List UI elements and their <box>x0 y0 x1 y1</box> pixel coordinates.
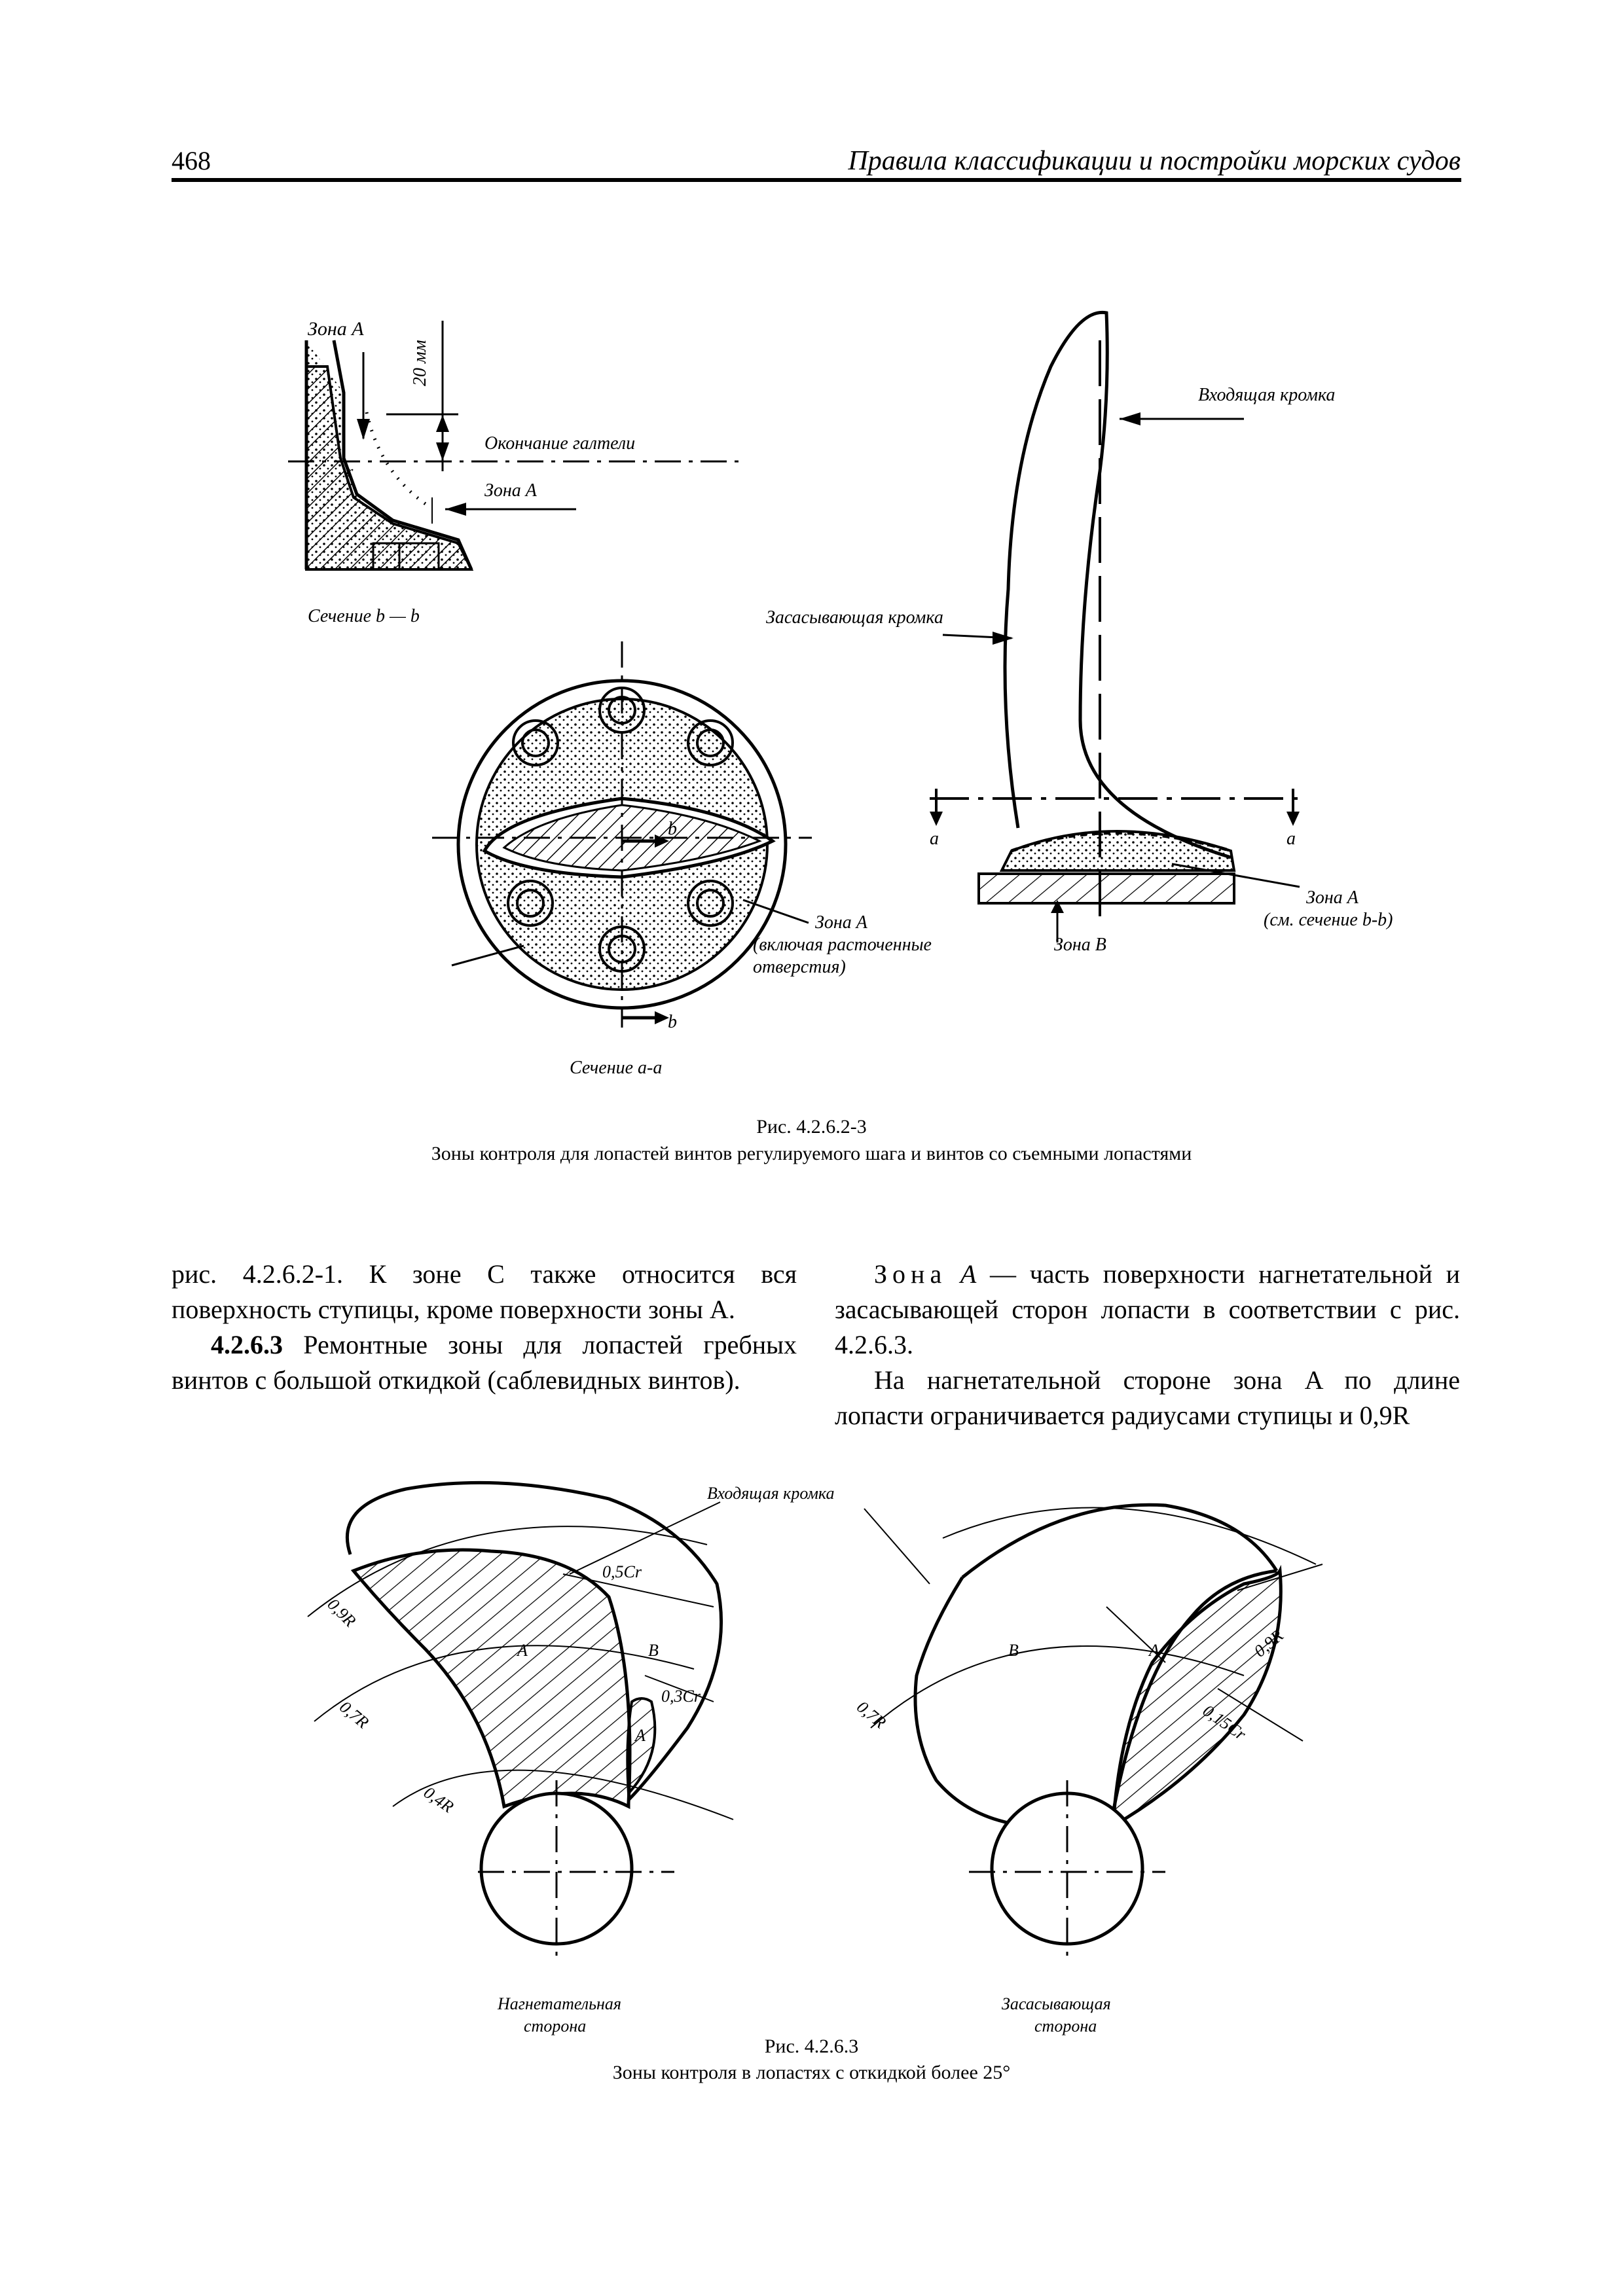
zone-a-label-top: Зона A <box>308 318 364 340</box>
zone-a-definition: — часть поверхности нагнетательной и засасывающей сторон лопасти в соответствии с рис. 4.2.6.3. <box>835 1259 1460 1359</box>
zone-a-ref-label: (см. сечение b-b) <box>1264 910 1393 930</box>
zone-word: Зона <box>874 1259 947 1289</box>
zone-b-left: B <box>648 1641 659 1660</box>
section-aa-b-lower: b <box>668 1012 677 1032</box>
chord-05cr-left: 0,5Cr <box>602 1562 642 1581</box>
leading-edge-label-fig2: Входящая кромка <box>707 1484 835 1503</box>
radius-04r-left: 0,4R <box>420 1782 458 1817</box>
section-aa-b-upper: b <box>668 819 677 839</box>
page-number: 468 <box>172 146 211 175</box>
zone-a-right: A <box>1149 1641 1159 1660</box>
section-aa-caption: Сечение a-a <box>570 1058 663 1078</box>
zone-a-label-mid: Зона A <box>484 480 537 501</box>
zone-a-left: A <box>517 1641 528 1660</box>
zone-a-small-left: A <box>635 1726 646 1745</box>
radius-09r-left: 0,9R <box>323 1594 360 1631</box>
zone-b-label-blade: Зона B <box>1054 935 1106 955</box>
running-title: Правила классификации и постройки морских судов <box>848 146 1461 176</box>
zone-b-right: B <box>1008 1641 1019 1660</box>
suction-side-label-2: сторона <box>1034 2017 1097 2036</box>
section-4263-text: Ремонтные зоны для лопастей гребных винтов с большой откидкой (саблевидных винтов). <box>172 1330 797 1395</box>
zone-letter: A <box>960 1259 977 1289</box>
figure-2-title: Зоны контроля в лопастях с откидкой более 25° <box>612 2062 1011 2083</box>
suction-side-label-1: Засасывающая <box>1002 1994 1111 2013</box>
fillet-end-label: Окончание галтели <box>484 433 636 454</box>
zone-a-label-blade: Зона A <box>1306 888 1359 908</box>
fillet-radius-label: r <box>347 463 354 480</box>
radius-07r-left: 0,7R <box>336 1697 373 1732</box>
pressure-side-label-1: Нагнетательная <box>498 1994 621 2013</box>
figure-2-right-drawing <box>864 1505 1322 1964</box>
right-paragraph-2: На нагнетательной стороне зона A по длине лопасти ограничивается радиусами ступицы и 0,9R <box>835 1365 1460 1430</box>
zone-a-label-aa: Зона A <box>815 912 867 933</box>
figure-2-number: Рис. 4.2.6.3 <box>764 2036 859 2057</box>
left-paragraph-2 <box>172 1327 797 1398</box>
dimension-20mm: 20 мм <box>410 340 430 386</box>
pressure-side-label-2: сторона <box>524 2017 587 2036</box>
trailing-edge-label: Засасывающая кромка <box>766 607 943 628</box>
left-column <box>172 1257 797 1398</box>
left-paragraph-1: рис. 4.2.6.2-1. К зоне C также относится вся поверхность ступицы, кроме поверхности зоны A. <box>172 1259 797 1324</box>
figure-2-left-drawing <box>308 1482 733 1964</box>
figure-1-title: Зоны контроля для лопастей винтов регулируемого шага и винтов со съемными лопастями <box>431 1143 1192 1164</box>
section-number: 4.2.6.3 <box>211 1330 283 1359</box>
zone-a-note-2: отверстия) <box>753 957 846 977</box>
zone-a-note-1: (включая расточенные <box>753 935 932 955</box>
chord-015cr-right: 0,15Cr <box>1199 1700 1250 1744</box>
right-paragraph-1 <box>835 1257 1460 1363</box>
blade-drawing <box>930 312 1303 942</box>
radius-07r-right: 0,7R <box>853 1697 890 1732</box>
chord-03cr-left: 0,3Cr <box>661 1687 701 1706</box>
radius-09r-right: 0,9R <box>1250 1626 1287 1661</box>
section-a-left: a <box>930 829 939 849</box>
section-a-right: a <box>1286 829 1296 849</box>
figure-1-number: Рис. 4.2.6.2-3 <box>756 1116 867 1138</box>
right-column <box>835 1257 1460 1433</box>
leading-edge-label: Входящая кромка <box>1198 385 1336 405</box>
section-bb-caption: Сечение b — b <box>308 606 420 626</box>
